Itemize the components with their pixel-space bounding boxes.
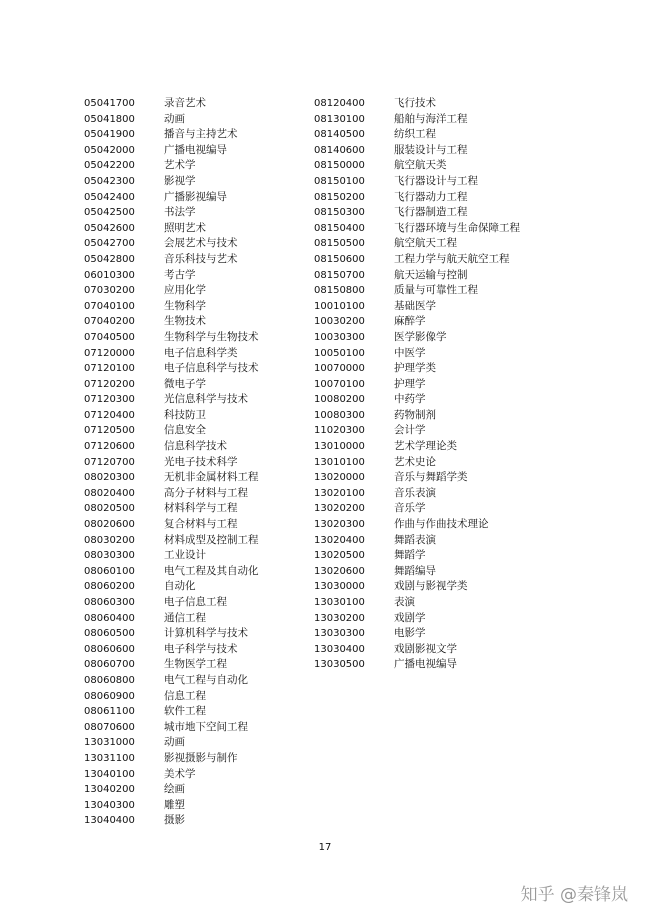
list-item <box>84 174 259 190</box>
list-item <box>84 517 259 533</box>
major-code: 13020500 <box>314 550 365 562</box>
major-code: 05042700 <box>84 238 135 250</box>
list-item <box>314 408 520 424</box>
list-item <box>314 221 520 237</box>
major-code: 13020600 <box>314 565 365 577</box>
list-item <box>84 283 259 299</box>
list-item <box>314 252 520 268</box>
major-name: 航空航天工程 <box>394 237 457 250</box>
major-code: 07120500 <box>84 425 135 437</box>
major-code: 07040200 <box>84 316 135 328</box>
major-name: 飞行器动力工程 <box>394 190 468 203</box>
list-item <box>314 548 520 564</box>
list-item <box>314 439 520 455</box>
major-name: 药物制剂 <box>394 408 436 421</box>
major-code: 08150800 <box>314 285 365 297</box>
major-name: 美术学 <box>164 767 196 780</box>
list-item <box>84 299 259 315</box>
list-item <box>314 205 520 221</box>
list-item <box>84 798 259 814</box>
list-item <box>314 642 520 658</box>
major-name: 广播电视编导 <box>394 658 457 671</box>
list-item <box>84 252 259 268</box>
list-item <box>314 158 520 174</box>
list-item <box>314 377 520 393</box>
major-name: 护理学 <box>394 377 426 390</box>
major-code: 10070100 <box>314 378 365 390</box>
major-name: 自动化 <box>164 580 196 593</box>
major-name: 工业设计 <box>164 549 206 562</box>
list-item <box>84 158 259 174</box>
list-item <box>314 174 520 190</box>
major-name: 应用化学 <box>164 284 206 297</box>
list-item <box>314 112 520 128</box>
major-name: 飞行器设计与工程 <box>394 174 478 187</box>
major-name: 作曲与作曲技术理论 <box>394 518 489 531</box>
list-item <box>84 439 259 455</box>
major-name: 摄影 <box>164 814 185 827</box>
major-name: 信息安全 <box>164 424 206 437</box>
list-item <box>84 205 259 221</box>
major-code: 13020300 <box>314 519 365 531</box>
list-item <box>84 486 259 502</box>
list-item <box>314 127 520 143</box>
list-item <box>314 626 520 642</box>
list-item <box>84 595 259 611</box>
major-name: 电子信息工程 <box>164 596 227 608</box>
major-code: 08140500 <box>314 129 365 141</box>
list-item <box>314 486 520 502</box>
list-item <box>314 470 520 486</box>
major-code: 08060600 <box>84 643 135 655</box>
major-name: 生物医学工程 <box>164 658 227 671</box>
major-name: 会展艺术与技术 <box>164 237 238 250</box>
major-code: 08020500 <box>84 503 135 515</box>
major-name: 信息工程 <box>164 689 206 702</box>
major-name: 工程力学与航天航空工程 <box>394 252 510 265</box>
major-name: 戏剧学 <box>394 611 426 624</box>
major-name: 信息科学技术 <box>164 440 227 453</box>
list-item <box>84 127 259 143</box>
major-code: 13010000 <box>314 441 365 453</box>
major-name: 通信工程 <box>164 611 206 624</box>
list-item <box>84 579 259 595</box>
major-name: 高分子材料与工程 <box>164 486 248 499</box>
major-name: 航天运输与控制 <box>394 268 468 281</box>
watermark: 知乎 @秦锋岚 <box>520 885 628 905</box>
page-number: 17 <box>318 842 332 853</box>
major-name: 音乐学 <box>394 502 426 515</box>
major-code: 13020000 <box>314 472 365 484</box>
list-item <box>314 564 520 580</box>
list-item <box>84 361 259 377</box>
major-code: 08060200 <box>84 581 135 593</box>
major-code: 13020400 <box>314 534 365 546</box>
major-code: 08060100 <box>84 565 135 577</box>
major-code: 08150200 <box>314 191 365 203</box>
major-code: 11020300 <box>314 425 365 437</box>
major-name: 材料成型及控制工程 <box>164 533 259 546</box>
list-item <box>84 314 259 330</box>
major-name: 艺术史论 <box>394 455 436 468</box>
major-name: 材料科学与工程 <box>164 502 238 515</box>
major-code: 10070000 <box>314 363 365 375</box>
list-item <box>314 236 520 252</box>
list-item <box>84 392 259 408</box>
major-name: 绘画 <box>164 783 185 796</box>
major-name: 戏剧与影视学类 <box>394 580 468 593</box>
list-item <box>314 299 520 315</box>
major-name: 计算机科学与技术 <box>164 627 248 640</box>
major-code: 08060300 <box>84 597 135 608</box>
major-name: 表演 <box>394 596 415 608</box>
major-code: 13031000 <box>84 737 135 749</box>
major-name: 麻醉学 <box>394 315 426 328</box>
list-item <box>84 236 259 252</box>
list-item <box>314 330 520 346</box>
list-item <box>84 268 259 284</box>
major-name: 电气工程及其自动化 <box>164 564 259 577</box>
list-item <box>84 751 259 767</box>
left-column <box>84 96 259 829</box>
major-code: 05042000 <box>84 144 135 156</box>
list-item <box>84 642 259 658</box>
major-code: 08060800 <box>84 674 135 686</box>
major-code: 05042300 <box>84 175 135 187</box>
list-item <box>84 143 259 159</box>
major-code: 08020400 <box>84 487 135 499</box>
list-item <box>84 221 259 237</box>
major-name: 生物技术 <box>164 315 206 328</box>
major-name: 光信息科学与技术 <box>164 393 248 406</box>
list-item <box>84 408 259 424</box>
major-name: 飞行技术 <box>394 97 436 109</box>
major-name: 电子科学与技术 <box>164 642 238 655</box>
major-code: 08020600 <box>84 519 135 531</box>
major-code: 07120300 <box>84 394 135 406</box>
major-code: 08120400 <box>314 98 365 109</box>
major-code: 08140600 <box>314 144 365 156</box>
major-name: 动画 <box>164 736 185 749</box>
list-item <box>84 112 259 128</box>
major-name: 会计学 <box>394 424 426 437</box>
list-item <box>84 720 259 736</box>
list-item <box>314 283 520 299</box>
major-code: 07120000 <box>84 347 135 359</box>
major-name: 录音艺术 <box>164 97 206 109</box>
major-code: 10080200 <box>314 394 365 406</box>
list-item <box>84 689 259 705</box>
major-name: 软件工程 <box>164 705 206 718</box>
list-item <box>84 533 259 549</box>
major-code: 05042600 <box>84 222 135 234</box>
list-item <box>314 423 520 439</box>
major-code: 08061100 <box>84 706 135 718</box>
major-name: 雕塑 <box>164 798 185 811</box>
major-code: 13040100 <box>84 768 135 780</box>
major-code: 10010100 <box>314 300 365 312</box>
major-name: 微电子学 <box>164 377 206 390</box>
list-item <box>84 626 259 642</box>
list-item <box>84 657 259 673</box>
major-code: 05041700 <box>84 98 135 109</box>
list-item <box>314 190 520 206</box>
major-code: 08030300 <box>84 550 135 562</box>
major-code: 08020300 <box>84 472 135 484</box>
major-name: 科技防卫 <box>164 408 206 421</box>
major-code: 08150000 <box>314 160 365 172</box>
list-item <box>314 314 520 330</box>
list-item <box>314 611 520 627</box>
major-code: 13040400 <box>84 815 135 827</box>
major-name: 中医学 <box>394 346 426 359</box>
major-name: 舞蹈编导 <box>394 564 436 577</box>
major-code: 13020200 <box>314 503 365 515</box>
major-name: 医学影像学 <box>394 330 447 343</box>
major-code: 07040500 <box>84 331 135 343</box>
major-code: 07120400 <box>84 409 135 421</box>
major-code: 08150700 <box>314 269 365 281</box>
list-item <box>314 268 520 284</box>
major-name: 播音与主持艺术 <box>164 128 238 141</box>
major-code: 10030300 <box>314 331 365 343</box>
major-name: 舞蹈表演 <box>394 533 436 546</box>
major-code: 08150100 <box>314 175 365 187</box>
list-item <box>314 579 520 595</box>
major-name: 生物科学与生物技术 <box>164 330 259 343</box>
major-name: 艺术学 <box>164 159 196 172</box>
list-item <box>84 548 259 564</box>
major-code: 13030300 <box>314 628 365 640</box>
major-name: 音乐表演 <box>394 486 436 499</box>
major-code: 08060400 <box>84 612 135 624</box>
list-item <box>84 673 259 689</box>
list-item <box>314 657 520 673</box>
major-name: 城市地下空间工程 <box>164 720 248 733</box>
list-item <box>84 330 259 346</box>
major-name: 音乐科技与艺术 <box>164 252 238 265</box>
major-code: 13030000 <box>314 581 365 593</box>
major-code: 07120200 <box>84 378 135 390</box>
major-code: 05041800 <box>84 113 135 125</box>
major-code: 05042200 <box>84 160 135 172</box>
list-item <box>84 455 259 471</box>
major-name: 书法学 <box>164 206 196 219</box>
major-code: 10080300 <box>314 409 365 421</box>
major-code: 13030400 <box>314 643 365 655</box>
list-item <box>84 813 259 829</box>
list-item <box>314 517 520 533</box>
major-code: 05042800 <box>84 253 135 265</box>
major-code: 13030100 <box>314 597 365 608</box>
major-code: 08060700 <box>84 659 135 671</box>
major-name: 考古学 <box>164 268 196 281</box>
major-name: 戏剧影视文学 <box>394 642 457 655</box>
major-name: 照明艺术 <box>164 221 206 234</box>
major-name: 艺术学理论类 <box>394 440 457 453</box>
list-item <box>84 782 259 798</box>
major-code: 08060500 <box>84 628 135 640</box>
major-code: 08150300 <box>314 207 365 219</box>
major-code: 08130100 <box>314 113 365 125</box>
major-code: 08070600 <box>84 721 135 733</box>
major-code: 10050100 <box>314 347 365 359</box>
major-name: 电子信息科学与技术 <box>164 362 259 375</box>
list-item <box>314 595 520 611</box>
major-name: 飞行器制造工程 <box>394 206 468 219</box>
major-code: 07120100 <box>84 363 135 375</box>
major-code: 06010300 <box>84 269 135 281</box>
list-item <box>314 533 520 549</box>
list-item <box>84 767 259 783</box>
major-code: 05042400 <box>84 191 135 203</box>
major-code: 10030200 <box>314 316 365 328</box>
major-code: 13031100 <box>84 752 135 764</box>
list-item <box>84 346 259 362</box>
list-item <box>84 611 259 627</box>
major-name: 广播电视编导 <box>164 143 227 156</box>
major-name: 船舶与海洋工程 <box>394 112 468 125</box>
major-code: 07040100 <box>84 300 135 312</box>
major-code: 13040300 <box>84 799 135 811</box>
major-code: 07120600 <box>84 441 135 453</box>
list-item <box>314 392 520 408</box>
major-code: 13040200 <box>84 784 135 796</box>
major-name: 电气工程与自动化 <box>164 673 248 686</box>
list-item <box>314 455 520 471</box>
major-name: 广播影视编导 <box>164 190 227 203</box>
major-name: 音乐与舞蹈学类 <box>394 471 468 484</box>
list-item <box>84 735 259 751</box>
list-item <box>84 501 259 517</box>
list-item <box>84 190 259 206</box>
major-name: 电子信息科学类 <box>164 346 238 359</box>
major-name: 电影学 <box>394 627 426 640</box>
major-name: 无机非金属材料工程 <box>164 471 259 484</box>
major-name: 生物科学 <box>164 299 206 312</box>
major-code: 08060900 <box>84 690 135 702</box>
major-code: 08150500 <box>314 238 365 250</box>
major-code: 05041900 <box>84 129 135 141</box>
major-name: 动画 <box>164 112 185 125</box>
major-code: 08150400 <box>314 222 365 234</box>
list-item <box>314 501 520 517</box>
major-name: 影视学 <box>164 174 196 187</box>
major-name: 航空航天类 <box>394 159 447 172</box>
list-item <box>314 361 520 377</box>
list-item <box>314 143 520 159</box>
major-name: 中药学 <box>394 393 426 406</box>
major-name: 复合材料与工程 <box>164 518 238 531</box>
major-name: 基础医学 <box>394 299 436 312</box>
major-code: 13020100 <box>314 487 365 499</box>
major-name: 飞行器环境与生命保障工程 <box>394 221 520 234</box>
right-column <box>314 96 520 673</box>
major-code: 13010100 <box>314 456 365 468</box>
major-name: 纺织工程 <box>394 128 436 141</box>
major-code: 13030200 <box>314 612 365 624</box>
list-item <box>314 346 520 362</box>
major-name: 影视摄影与制作 <box>164 751 238 764</box>
major-name: 舞蹈学 <box>394 549 426 562</box>
list-item <box>314 96 520 112</box>
major-code: 07030200 <box>84 285 135 297</box>
major-code: 07120700 <box>84 456 135 468</box>
list-item <box>84 704 259 720</box>
major-name: 服装设计与工程 <box>394 143 468 156</box>
major-name: 护理学类 <box>394 362 436 375</box>
major-name: 质量与可靠性工程 <box>394 284 478 297</box>
major-code: 13030500 <box>314 659 365 671</box>
list-item <box>84 423 259 439</box>
list-item <box>84 564 259 580</box>
list-item <box>84 470 259 486</box>
list-item <box>84 96 259 112</box>
list-item <box>84 377 259 393</box>
major-name: 光电子技术科学 <box>164 455 238 468</box>
major-code: 08150600 <box>314 253 365 265</box>
major-code: 05042500 <box>84 207 135 219</box>
major-code: 08030200 <box>84 534 135 546</box>
